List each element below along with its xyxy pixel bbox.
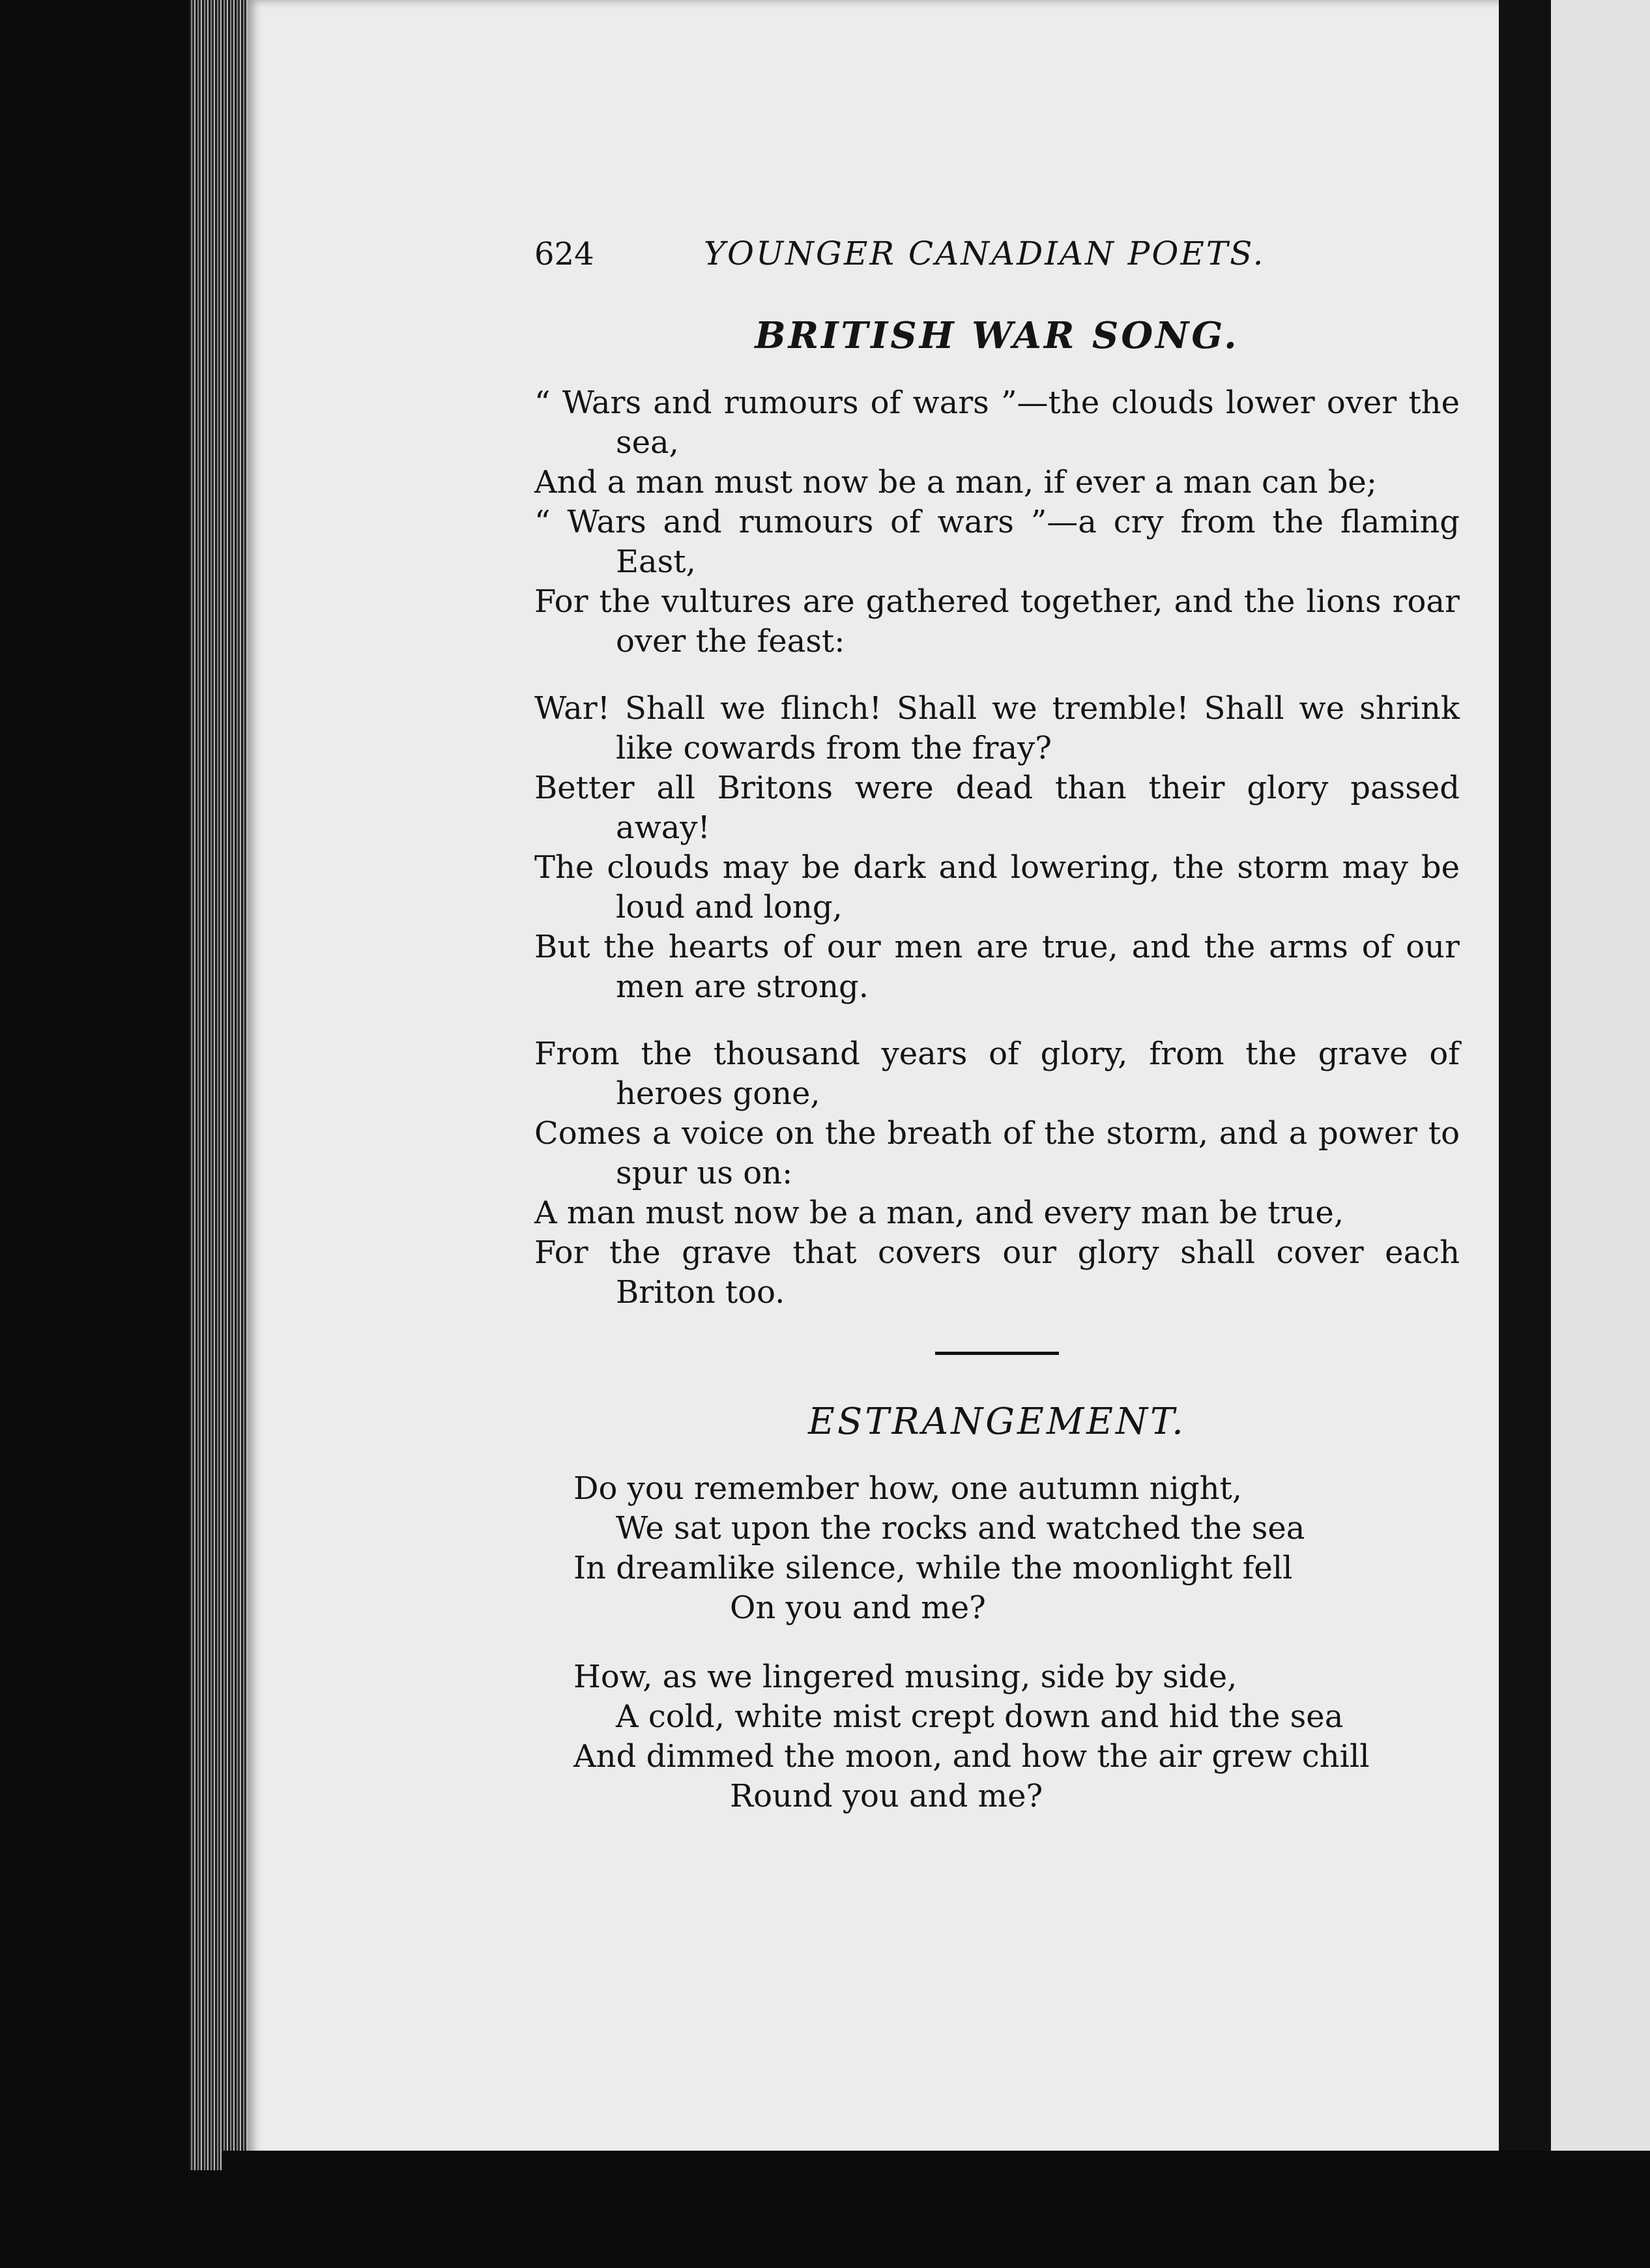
gutter-shadow	[1499, 0, 1551, 2170]
poem-estrangement	[534, 1401, 1460, 1816]
poem-line: War! Shall we flinch! Shall we tremble! Shall we shrink like cowards from the fray?	[534, 690, 1460, 766]
poem-line: But the hearts of our men are true, and the arms of our men are strong.	[534, 929, 1460, 1005]
section-divider	[935, 1352, 1059, 1355]
stanza	[534, 1657, 1460, 1816]
poem-line: The clouds may be dark and lowering, the storm may be loud and long,	[534, 849, 1460, 925]
stanza	[534, 689, 1460, 1007]
poem-line: And a man must now be a man, if ever a man can be;	[534, 464, 1377, 501]
stanza	[534, 383, 1460, 662]
poem-title: BRITISH WAR SONG.	[755, 314, 1239, 357]
running-head	[534, 235, 1460, 300]
poem-british-war-song	[534, 314, 1460, 1313]
poem-line: How, as we lingered musing, side by side,	[573, 1659, 1238, 1695]
poem-line: On you and me?	[730, 1590, 986, 1626]
poem-line: A man must now be a man, and every man be true,	[534, 1195, 1344, 1231]
poem-title: ESTRANGEMENT.	[808, 1401, 1186, 1443]
stanza	[534, 1469, 1460, 1628]
poem-line: In dreamlike silence, while the moonlight fell	[573, 1550, 1293, 1586]
poem-line: And dimmed the moon, and how the air grew chill	[573, 1738, 1370, 1775]
poem-line: Better all Britons were dead than their glory passed away!	[534, 770, 1460, 846]
book-edge	[189, 0, 251, 2170]
bottom-shadow	[222, 2151, 1650, 2268]
facing-page-edge	[1551, 0, 1650, 2177]
poem-line: We sat upon the rocks and watched the sea	[616, 1510, 1305, 1547]
poem-line: “ Wars and rumours of wars ”—a cry from the flaming East,	[534, 504, 1460, 580]
poem-line: Comes a voice on the breath of the storm, and a power to spur us on:	[534, 1115, 1460, 1191]
poem-line: “ Wars and rumours of wars ”—the clouds lower over the sea,	[534, 385, 1460, 461]
poem-line: Round you and me?	[730, 1778, 1043, 1814]
poem-line: Do you remember how, one autumn night,	[573, 1470, 1243, 1507]
running-title: YOUNGER CANADIAN POETS.	[704, 235, 1266, 272]
stanza	[534, 1034, 1460, 1313]
page-number: 624	[534, 236, 594, 272]
page-text	[534, 235, 1460, 1846]
poem-line: From the thousand years of glory, from the grave of heroes gone,	[534, 1036, 1460, 1112]
poem-line: For the vultures are gathered together, and the lions roar over the feast:	[534, 583, 1460, 660]
poem-line: A cold, white mist crept down and hid the sea	[616, 1698, 1344, 1735]
poem-line: For the grave that covers our glory shall cover each Briton too.	[534, 1234, 1460, 1311]
